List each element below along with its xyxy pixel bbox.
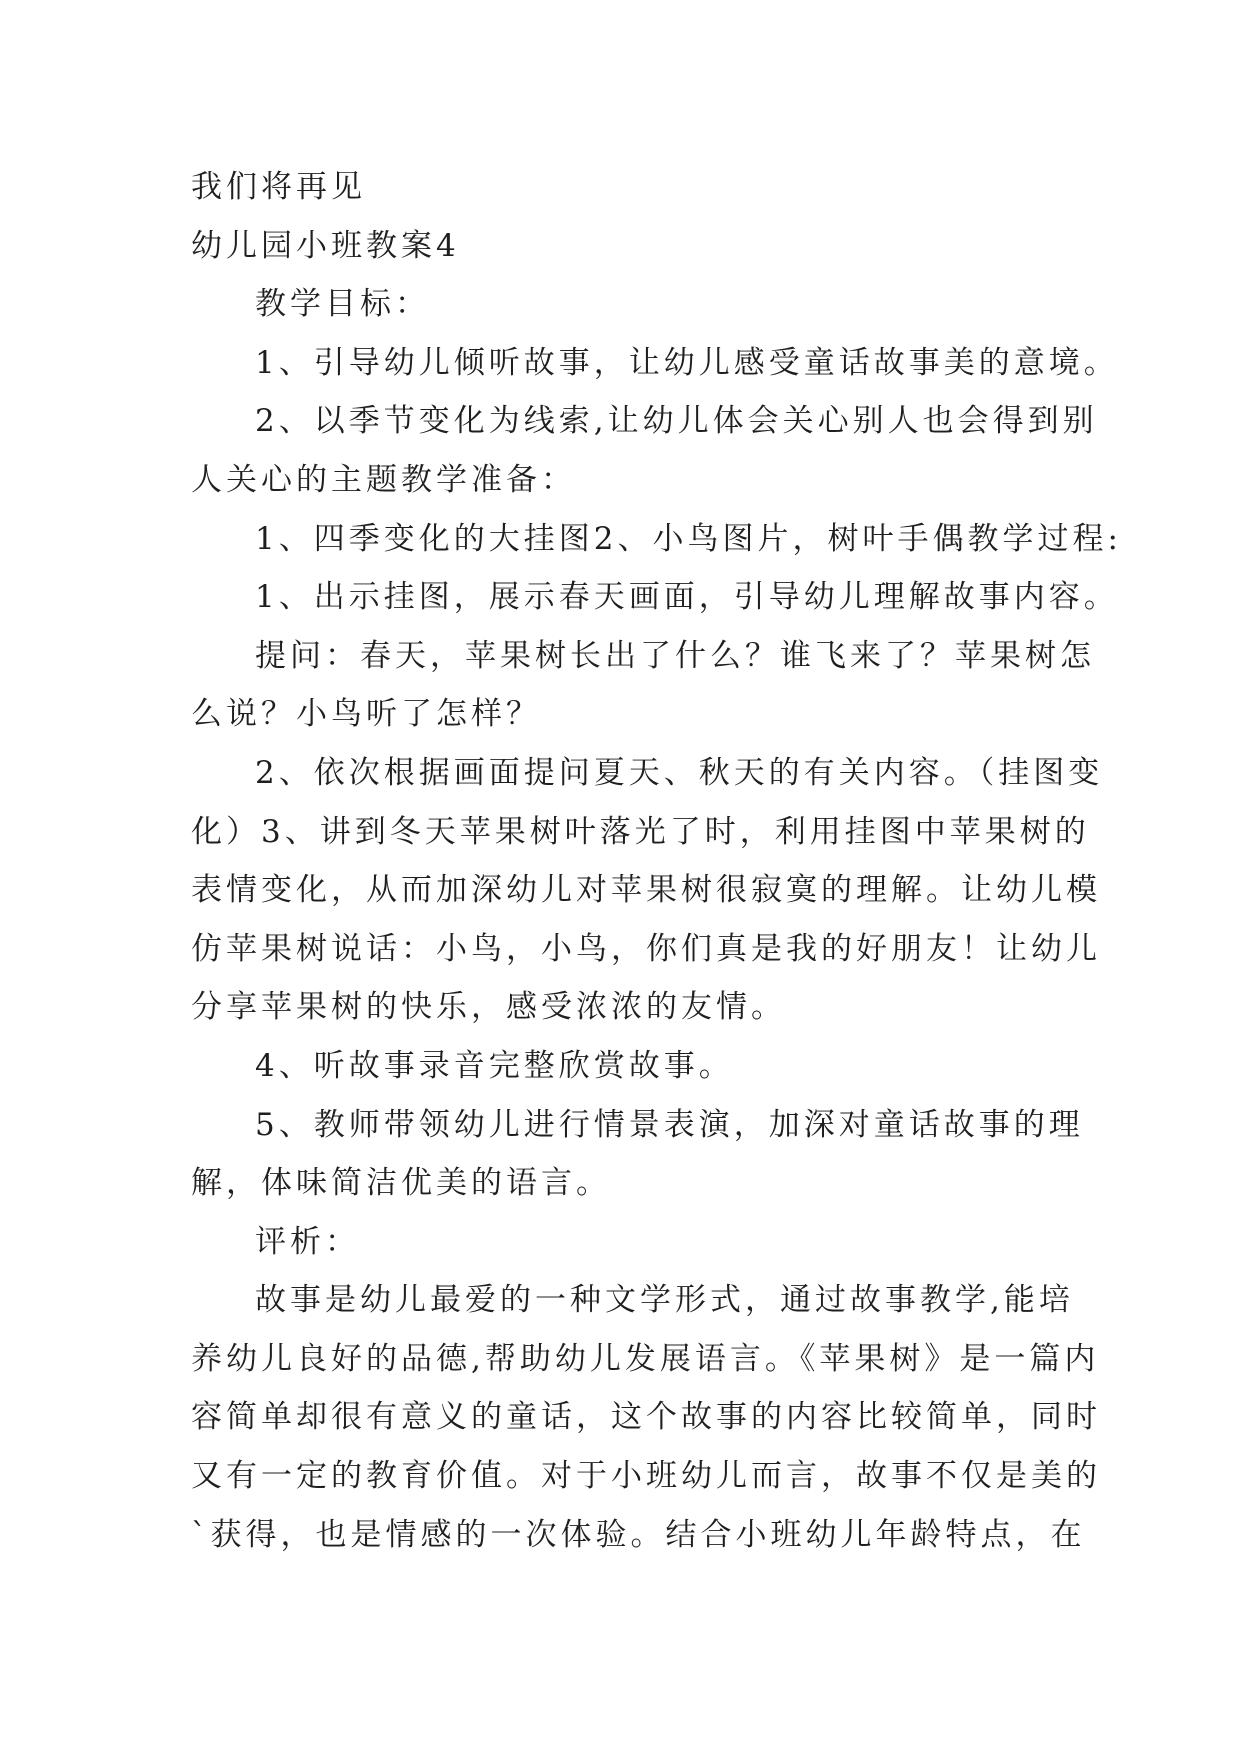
text-line: 1、引导幼儿倾听故事，让幼儿感受童话故事美的意境。 — [255, 344, 1119, 381]
text-line: 容简单却很有意义的童话，这个故事的内容比较简单，同时 — [191, 1399, 1101, 1436]
document-body — [191, 162, 1122, 1568]
text-line: 养幼儿良好的品德,帮助幼儿发展语言。《苹果树》是一篇内 — [191, 1340, 1100, 1377]
text-line: 么说？小鸟听了怎样？ — [191, 696, 541, 733]
text-line: 人关心的主题教学准备： — [191, 461, 576, 498]
text-line: 解，体味简洁优美的语言。 — [191, 1165, 611, 1202]
text-line-closing: 我们将再见 — [191, 169, 366, 205]
text-line: 1、出示挂图，展示春天画面，引导幼儿理解故事内容。 — [255, 579, 1119, 616]
text-line: 2、以季节变化为线索,让幼儿体会关心别人也会得到别 — [255, 403, 1098, 440]
text-line: 又有一定的教育价值。对于小班幼儿而言，故事不仅是美的 — [191, 1458, 1101, 1495]
section-heading: 幼儿园小班教案4 — [191, 227, 460, 264]
text-line: `获得，也是情感的一次体验。结合小班幼儿年龄特点，在 — [191, 1516, 1086, 1553]
text-line: 表情变化，从而加深幼儿对苹果树很寂寞的理解。让幼儿模 — [191, 872, 1101, 909]
text-line-analysis-heading: 评析： — [255, 1223, 360, 1260]
text-line: 4、听故事录音完整欣赏故事。 — [255, 1047, 734, 1084]
text-line: 5、教师带领幼儿进行情景表演，加深对童话故事的理 — [255, 1106, 1084, 1143]
text-line: 提问：春天，苹果树长出了什么？谁飞来了？苹果树怎 — [255, 637, 1095, 674]
text-line: 分享苹果树的快乐，感受浓浓的友情。 — [191, 989, 786, 1026]
text-line: 2、依次根据画面提问夏天、秋天的有关内容。（挂图变 — [255, 754, 1104, 791]
text-line-objectives-heading: 教学目标： — [255, 286, 430, 323]
text-line: 化）3、讲到冬天苹果树叶落光了时，利用挂图中苹果树的 — [191, 813, 1090, 850]
text-line: 故事是幼儿最爱的一种文学形式，通过故事教学,能培 — [255, 1282, 1074, 1319]
text-line: 1、四季变化的大挂图2、小鸟图片，树叶手偶教学过程: — [255, 520, 1122, 557]
text-line: 仿苹果树说话：小鸟，小鸟，你们真是我的好朋友！让幼儿 — [191, 930, 1101, 967]
